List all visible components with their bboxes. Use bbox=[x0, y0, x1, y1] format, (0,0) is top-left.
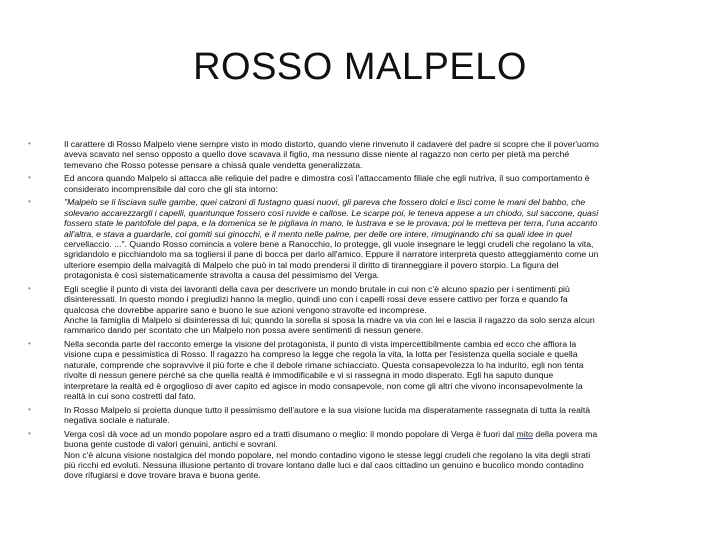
text-line: rivolte di nessun genere perché sa che quella realtà è immodificabile e vi si rassegna in modo disperato. Egli ha saputo dunque bbox=[64, 370, 554, 381]
text-line: protagonista è così sistematicamente stravolta a causa del pessimismo del Verga. bbox=[64, 270, 380, 281]
text-line: negativa sociale e naturale. bbox=[64, 415, 170, 426]
text-line: In Rosso Malpelo si proietta dunque tutto il pessimismo dell'autore e la sua visione lucida ma disperatamente rassegnata di tutta la realtà bbox=[64, 404, 591, 415]
text-segment: Verga così dà voce ad un mondo popolare aspro ed a tratti disumano o meglio: il mondo popolare di Verga è fuori dal bbox=[64, 428, 517, 439]
text-line: visione cupa e pessimistica di Rosso. Il ragazzo ha compreso la legge che regola la vita, la lotta per l'esistenza quella sociale e quella bbox=[64, 349, 578, 360]
text-line: disinteressati. In questo mondo i pregiudizi hanno la meglio, quindi uno con i capelli rossi deve essere cattivo per forza e quando fa bbox=[64, 294, 568, 305]
quote-line: all'altra, e stava a guardarle, coi gomiti sui ginocchi, e il mento nelle palme, per delle ore intere, rimuginando chi sa quali idee in quel bbox=[64, 228, 572, 239]
slide-title: ROSSO MALPELO bbox=[193, 46, 527, 88]
text-line: rammarico dando per scontato che un Malpelo non possa avere sentimenti di nessun genere. bbox=[64, 325, 424, 336]
bullet-dot: • bbox=[28, 339, 31, 349]
quote-line: solevano accarezzargli i capelli, quantunque fossero così ruvide e callose. Le scarpe poi, le teneva appese a un chiodo, sul saccone, quasi bbox=[64, 207, 599, 218]
text-line: buona gente custode di valori genuini, antichi e sovrani. bbox=[64, 439, 278, 450]
bullet-item bbox=[26, 284, 686, 336]
text-line: qualcosa che dovrebbe apparire sano e buono le sue azioni vengono stravolte ed incomprese. bbox=[64, 304, 427, 315]
bullet-dot: • bbox=[28, 173, 31, 183]
text-line: sgridandolo e picchiandolo ma sa togliersi il pane di bocca per darlo all'amico. Eppure il narratore interpreta questo atteggiamento come un bbox=[64, 249, 599, 260]
quote-line: "Malpelo se li lisciava sulle gambe, quei calzoni di fustagno quasi nuovi, gli pareva che fossero dolci e lisci come le mani del babbo, che bbox=[64, 197, 586, 208]
text-line: Nella seconda parte del racconto emerge la visione del protagonista, il punto di vista impercettibilmente cambia ed ecco che affiora la bbox=[64, 339, 577, 350]
text-line: Egli sceglie il punto di vista dei lavoranti della cava per descrivere un mondo brutale in cui non c'è alcuno spazio per i sentimenti più bbox=[64, 283, 570, 294]
bullet-list bbox=[26, 139, 686, 484]
text-line: Non c'è alcuna visione nostalgica del mondo popolare, nel mondo contadino vigono le stesse leggi crudeli che regolano la vita degli strati bbox=[64, 449, 591, 460]
text-line bbox=[64, 429, 686, 439]
text-line: interpretare la realtà ed è orgoglioso di aver capito ed agisce in modo consapevole, non come gli altri che vivono inconsapevolmente la bbox=[64, 380, 583, 391]
text-line: cervellaccio. ...". Quando Rosso comincia a volere bene a Ranocchio, lo protegge, gli vuole insegnare le leggi crudeli che regolano la vita, bbox=[64, 239, 594, 250]
text-line: più ricchi ed evoluti. Nessuna illusione pertanto di trovare lontano dalle luci e dal caos cittadino un genuino e bucolico mondo contadino bbox=[64, 459, 584, 470]
bullet-item bbox=[26, 173, 686, 194]
text-line: naturale, comprende che sopravvive il più forte e che il debole rimane schiacciato. Questa consapevolezza lo ha indurito, egli non tenta bbox=[64, 359, 584, 370]
bullet-item bbox=[26, 197, 686, 280]
text-line: Anche la famiglia di Malpelo si disinteressa di lui; quando la sorella si sposa la madre va via con lei e lascia il ragazzo da solo senza alcun bbox=[64, 315, 595, 326]
bullet-dot: • bbox=[28, 283, 31, 293]
bullet-item bbox=[26, 405, 686, 426]
text-line: temevano che Rosso potesse pensare a chissà quale vendetta generalizzata. bbox=[64, 159, 363, 170]
text-line: ulteriore esempio della malvagità di Malpelo che può in tal modo prendersi il diritto di tiranneggiare il povero storpio. La figura del bbox=[64, 259, 559, 270]
text-line: Il carattere di Rosso Malpelo viene sempre visto in modo distorto, quando viene rinvenuto il cadavere del padre si scopre che il pover'uomo bbox=[64, 139, 599, 149]
text-line: considerato incomprensibile dal coro che gli sta intorno: bbox=[64, 183, 278, 194]
bullet-dot: • bbox=[28, 428, 31, 438]
text-line: realtà in cui sono costretti dal fato. bbox=[64, 391, 196, 402]
text-line: dove rifugiarsi e dove trovare brava e buona gente. bbox=[64, 470, 261, 481]
bullet-item bbox=[26, 139, 686, 170]
text-line: aveva scavato nel senso opposto a quello dove scavava il figlio, ma nessuno disse niente al ragazzo non certo per pietà ma perché bbox=[64, 149, 570, 160]
bullet-item bbox=[26, 429, 686, 481]
quote-line: fossero state le pantofole del papa, e la domenica se le pigliava in mano, le lustrava e se le provava; poi le metteva per terra, l'una accanto bbox=[64, 218, 598, 229]
mito-link[interactable]: mito bbox=[516, 428, 533, 439]
text-segment: della povera ma bbox=[532, 428, 598, 439]
text-line: Ed ancora quando Malpelo si attacca alle reliquie del padre e dimostra così l'attaccamento filiale che egli nutriva, il suo comportamento è bbox=[64, 173, 590, 184]
bullet-item bbox=[26, 339, 686, 401]
bullet-dot: • bbox=[28, 197, 31, 207]
bullet-dot: • bbox=[28, 404, 31, 414]
bullet-dot: • bbox=[28, 139, 31, 148]
